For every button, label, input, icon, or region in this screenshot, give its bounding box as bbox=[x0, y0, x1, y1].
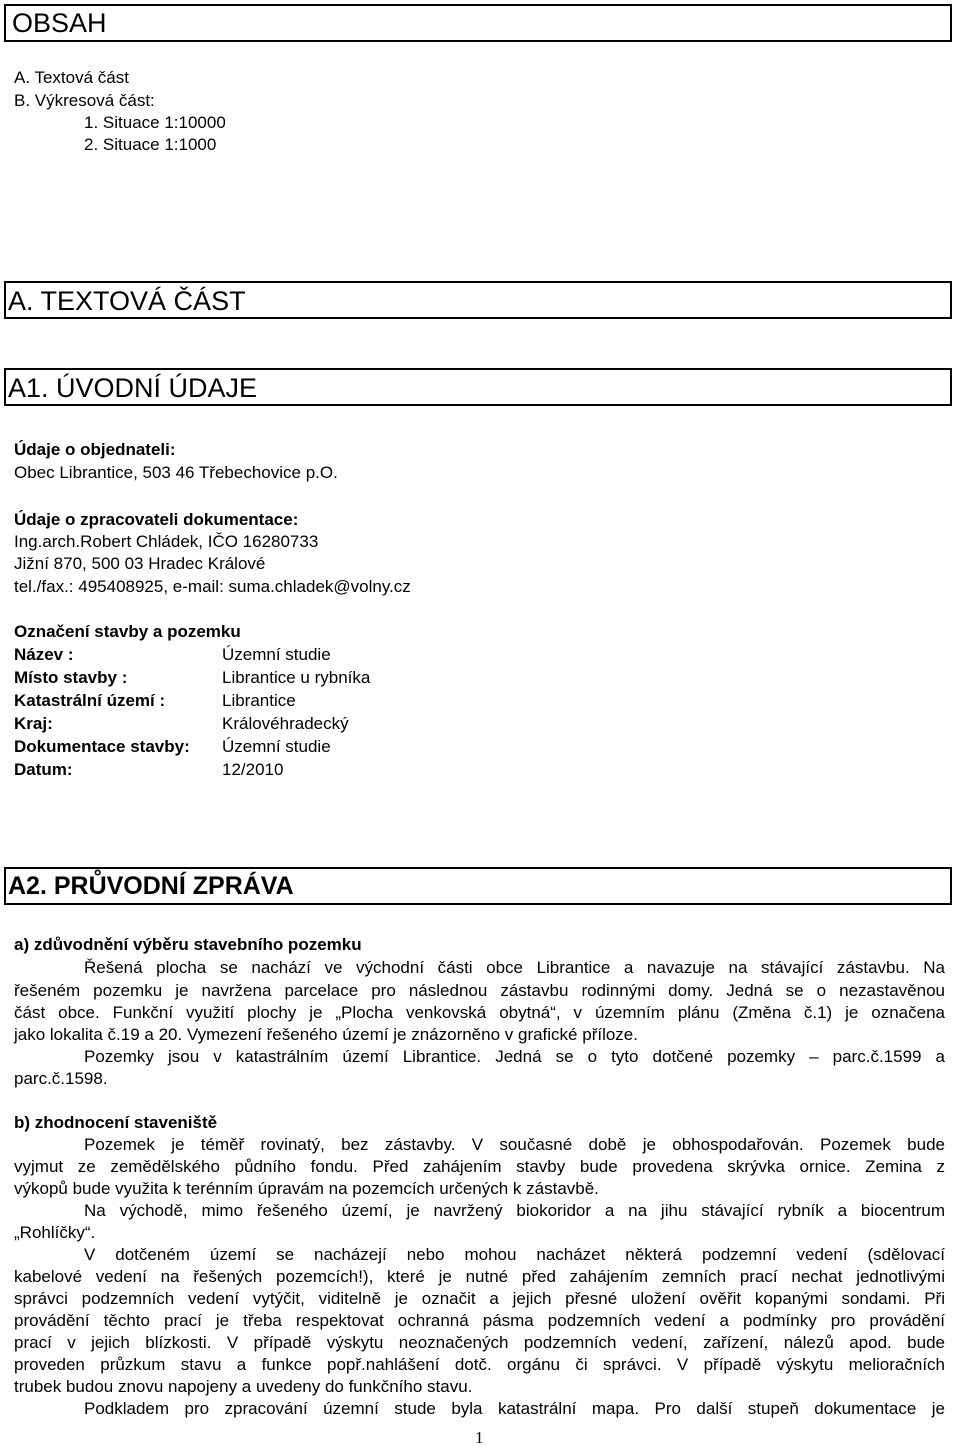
client-address: Obec Librantice, 503 46 Třebechovice p.O. bbox=[14, 463, 338, 482]
part-a-title: A. TEXTOVÁ ČÁST bbox=[8, 286, 246, 316]
author-heading: Údaje o zpracovateli dokumentace: bbox=[14, 510, 299, 529]
section-a-line-6: parc.č.1598. bbox=[14, 1069, 108, 1088]
obsah-title: OBSAH bbox=[12, 8, 107, 38]
section-b-line-6: V dotčeném území se nacházejí nebo mohou nacházet některá podzemní vedení (sdělovací bbox=[84, 1245, 945, 1264]
marking-label-site: Místo stavby : bbox=[14, 668, 128, 687]
a1-title: A1. ÚVODNÍ ÚDAJE bbox=[8, 373, 258, 403]
section-b-line-5: „Rohlíčky“. bbox=[14, 1223, 96, 1242]
author-name: Ing.arch.Robert Chládek, IČO 16280733 bbox=[14, 532, 319, 551]
marking-label-date: Datum: bbox=[14, 760, 73, 779]
page-number: 1 bbox=[475, 1428, 484, 1447]
section-b-line-11: proveden průzkum stavu a funkce popř.nahlášení dotč. orgánu či správci. V případě výskytu melioračních bbox=[14, 1355, 945, 1374]
section-a-line-3: část obce. Funkční využití plochy je „Plocha venkovská obytná“, v územním plánu (Změna č.1) je označena bbox=[14, 1003, 945, 1022]
marking-label-name: Název : bbox=[14, 645, 74, 664]
marking-value-region: Královéhradecký bbox=[222, 714, 349, 733]
section-a-line-1: Řešená plocha se nachází ve východní části obce Librantice a navazuje na stávající zástavbu. Na bbox=[84, 958, 945, 977]
a2-title: A2. PRŮVODNÍ ZPRÁVA bbox=[8, 872, 294, 900]
section-b-line-2: vyjmut ze zemědělského půdního fondu. Před zahájením stavby bude provedena skrývka ornice. Zemina z bbox=[14, 1157, 945, 1176]
toc-item-situation-10000: 1. Situace 1:10000 bbox=[84, 113, 226, 132]
marking-label-documentation: Dokumentace stavby: bbox=[14, 737, 190, 756]
marking-label-region: Kraj: bbox=[14, 714, 53, 733]
section-b-line-4: Na východě, mimo řešeného území, je navržený biokoridor a na jihu stávající rybník a biocentrum bbox=[84, 1201, 945, 1220]
toc-item-text-part: A. Textová část bbox=[14, 68, 129, 87]
section-a-line-2: řešeném pozemku je navržena parcelace pro následnou zástavbu rodinnými domy. Jedná se o nezastavěnou bbox=[14, 981, 945, 1000]
section-b-line-9: provádění těchto prací je třeba respektovat ochranná pásma podzemních vedení a podmínky pro provádění bbox=[14, 1311, 945, 1330]
client-heading: Údaje o objednateli: bbox=[14, 440, 176, 459]
section-b-heading: b) zhodnocení staveniště bbox=[14, 1113, 218, 1132]
marking-value-cadastre: Librantice bbox=[222, 691, 296, 710]
section-a-line-5: Pozemky jsou v katastrálním území Librantice. Jedná se o tyto dotčené pozemky – parc.č.1599 a bbox=[84, 1047, 945, 1066]
author-address: Jižní 870, 500 03 Hradec Králové bbox=[14, 554, 266, 573]
marking-value-documentation: Územní studie bbox=[222, 737, 331, 756]
marking-value-name: Územní studie bbox=[222, 645, 331, 664]
author-contact: tel./fax.: 495408925, e-mail: suma.chladek@volny.cz bbox=[14, 577, 411, 596]
section-b-line-1: Pozemek je téměř rovinatý, bez zástavby. V současné době je obhospodařován. Pozemek bude bbox=[84, 1135, 945, 1154]
section-b-line-10: prací v jejich blízkosti. V případě výskytu neoznačených podzemních vedení, zařízení, nálezů apod. bude bbox=[14, 1333, 945, 1352]
section-b-line-13: Podkladem pro zpracování územní stude byla katastrální mapa. Pro další stupeň dokumentace je bbox=[84, 1399, 945, 1418]
toc-item-drawings: B. Výkresová část: bbox=[14, 91, 155, 110]
section-a-line-4: jako lokalita č.19 a 20. Vymezení řešeného území je znázorněno v grafické příloze. bbox=[14, 1025, 638, 1044]
marking-label-cadastre: Katastrální území : bbox=[14, 691, 166, 710]
section-b-line-8: správci podzemních vedení vytýčit, viditelně je označit a jejich přesné uložení ověřit kopanými sondami. Při bbox=[14, 1289, 945, 1308]
marking-heading: Označení stavby a pozemku bbox=[14, 622, 241, 641]
section-a-heading: a) zdůvodnění výběru stavebního pozemku bbox=[14, 935, 362, 954]
marking-value-site: Librantice u rybníka bbox=[222, 668, 371, 687]
section-b-line-12: trubek budou znovu napojeny a uvedeny do funkčního stavu. bbox=[14, 1377, 473, 1396]
section-b-line-7: kabelové vedení na řešených pozemcích!), které je nutné před zahájením zemních prací nechat jednotlivými bbox=[14, 1267, 945, 1286]
toc-item-situation-1000: 2. Situace 1:1000 bbox=[84, 135, 217, 154]
obsah-heading-box bbox=[4, 4, 952, 42]
marking-value-date: 12/2010 bbox=[222, 760, 284, 779]
section-b-line-3: výkopů bude využita k terénním úpravám na pozemcích určených k zástavbě. bbox=[14, 1179, 599, 1198]
